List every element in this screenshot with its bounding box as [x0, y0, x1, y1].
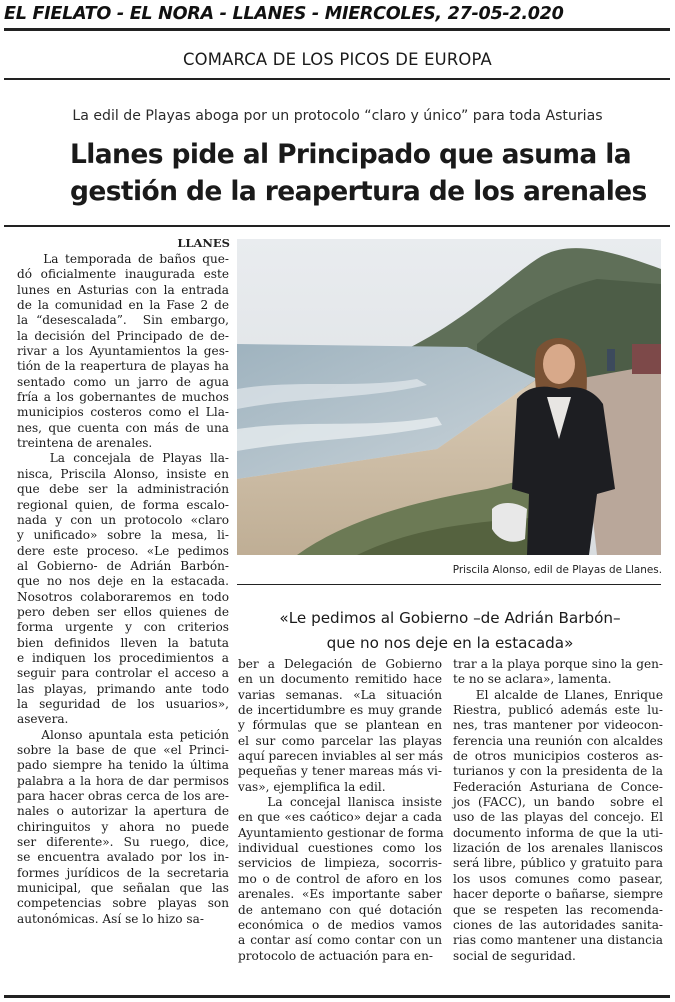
beach-photo-illustration — [237, 239, 661, 555]
column-line: los usos comunes como pasear, — [453, 871, 663, 886]
column-line: nes, que cuenta con más de una — [17, 420, 229, 435]
column-line: tión de la reapertura de playas ha — [17, 359, 229, 374]
column-line: asevera. — [17, 712, 69, 727]
headline-line-2: gestión de la reapertura de los arenales — [70, 176, 647, 207]
column-line: pado siempre ha tenido la última — [17, 758, 229, 773]
column-line: protocolo de actuación para en- — [238, 948, 433, 963]
column-line: palabra a la hora de dar permisos — [17, 773, 229, 788]
column-line: y unificado» sobre la mesa, li- — [17, 528, 229, 543]
photo-caption: Priscila Alonso, edil de Playas de Llanes. — [452, 564, 662, 576]
column-line: nada y con un protocolo «claro — [17, 512, 229, 527]
column-line: para hacer obras cerca de los are- — [17, 789, 229, 804]
headline-rule — [4, 225, 670, 227]
masthead-rule — [4, 28, 670, 31]
byline: LLANES — [177, 236, 230, 250]
column-line: a contar así como contar con un — [238, 933, 442, 948]
article-photo — [237, 239, 661, 555]
column-line: trar a la playa porque sino la gen- — [453, 657, 663, 671]
column-line: chiringuitos y ahora no puede — [17, 819, 229, 834]
column-line: que no nos deje en la estacada. — [17, 574, 229, 589]
pull-quote — [250, 606, 650, 656]
column-line: en un documento remitido hace — [238, 672, 442, 687]
column-line: Ayuntamiento gestionar de forma — [238, 825, 444, 840]
column-line: ciones de las autoridades sanita- — [453, 917, 663, 932]
column-line: de antemano con qué dotación — [238, 902, 442, 917]
column-line: nisca, Priscila Alonso, insiste en — [17, 466, 229, 481]
column-line: el sur como parcelar las playas — [238, 733, 442, 748]
column-line: forma urgente y con criterios — [17, 620, 229, 635]
article-column-3 — [453, 657, 663, 964]
column-line: vas», ejemplifica la edil. — [238, 779, 386, 794]
column-line: bien definidos lleven la batuta — [17, 635, 229, 650]
column-line: La temporada de baños que- — [17, 252, 229, 266]
column-line: en que «es caótico» dejar a cada — [238, 810, 442, 825]
column-line: Nosotros colaboraremos en todo — [17, 589, 229, 604]
masthead — [0, 4, 675, 28]
column-line: documento informa de que la uti- — [453, 825, 663, 840]
column-line: competencias sobre playas son — [17, 896, 229, 911]
column-line: arenales. «Es importante saber — [238, 887, 442, 902]
section-rule — [4, 78, 670, 80]
column-line: las playas, primando ante todo — [17, 681, 229, 696]
column-line: pequeñas y tener mareas más vi- — [238, 764, 442, 779]
headline-line-1: Llanes pide al Principado que asuma la — [70, 139, 632, 170]
article-column-1 — [17, 252, 229, 927]
column-line: de la comunidad en la Fase 2 de — [17, 298, 229, 313]
column-line: sobre la base de que «el Princi- — [17, 743, 229, 757]
column-line: la decisión del Principado de de- — [17, 328, 229, 343]
column-line: social de seguridad. — [453, 948, 576, 963]
column-line: individual cuestiones como los — [238, 841, 442, 856]
pull-quote-line-1: «Le pedimos al Gobierno –de Adrián Barbón– — [279, 609, 621, 627]
column-line: El alcalde de Llanes, Enrique — [453, 687, 663, 702]
column-line: varias semanas. «La situación — [238, 687, 442, 702]
column-line: uso de las playas del concejo. El — [453, 810, 663, 825]
column-line: rivar a los Ayuntamientos la ges- — [17, 344, 229, 359]
column-line: te no se aclara», lamenta. — [453, 672, 612, 687]
column-line: lización de los arenales llaniscos — [453, 841, 663, 856]
column-line: de otros municipios costeros as- — [453, 749, 663, 764]
article-headline — [70, 136, 647, 210]
section-title: COMARCA DE LOS PICOS DE EUROPA — [183, 50, 492, 69]
column-line: al Gobierno- de Adrián Barbón- — [17, 558, 229, 573]
column-line: formes jurídicos de la secretaria — [17, 865, 229, 880]
column-line: económica o de medios vamos — [238, 917, 442, 932]
column-line: pero deben ser ellos quienes de — [17, 604, 229, 619]
column-line: municipal, que señalan que las — [17, 881, 229, 896]
column-line: de incertidumbre es muy grande — [238, 703, 442, 718]
column-line: ferencia una reunión con alcaldes — [453, 733, 663, 748]
pull-quote-line-2: que no nos deje en la estacada» — [326, 634, 574, 652]
column-line: y fórmulas que se plantean en — [238, 718, 442, 733]
column-line: e indiquen los procedimientos a — [17, 650, 229, 665]
column-line: será libre, público y gratuito para — [453, 856, 663, 871]
column-line: aquí parecen inviables al ser más — [238, 749, 444, 764]
column-line: que se respeten las recomenda- — [453, 902, 663, 917]
column-line: Alonso apuntala esta petición — [17, 727, 229, 742]
column-line: dere este proceso. «Le pedimos — [17, 543, 229, 558]
column-line: nales o autorizar la apertura de — [17, 804, 229, 819]
column-line: La concejal llanisca insiste — [238, 795, 442, 810]
column-line: servicios de limpieza, socorris- — [238, 856, 442, 871]
caption-rule — [237, 584, 661, 585]
column-line: La concejala de Playas lla- — [17, 451, 229, 466]
column-line: la seguridad de los usuarios», — [17, 696, 229, 711]
column-line: sentado como un jarro de agua — [17, 374, 229, 389]
column-line: seguir para controlar el acceso a — [17, 666, 229, 681]
column-line: nes, tras mantener por videocon- — [453, 718, 663, 733]
column-line: lunes en Asturias con la entrada — [17, 282, 229, 297]
column-line: la “desescalada”. Sin embargo, — [17, 313, 229, 328]
column-line: hacer deporte o bañarse, siempre — [453, 887, 663, 902]
column-line: que debe ser la administración — [17, 482, 229, 497]
column-line: turianos y con la presidenta de la — [453, 764, 663, 779]
column-line: fría a los gobernantes de muchos — [17, 390, 229, 405]
column-line: treintena de arenales. — [17, 436, 153, 451]
column-line: municipios costeros como el Lla- — [17, 405, 229, 420]
column-line: se encuentra avalado por los in- — [17, 850, 229, 865]
column-line: jos (FACC), un bando sobre el — [453, 795, 663, 810]
column-line: ber a Delegación de Gobierno — [238, 657, 442, 671]
column-line: regional quien, de forma escalo- — [17, 497, 229, 512]
column-line: mo o de control de aforo en los — [238, 871, 442, 886]
column-line: ser diferente». Su ruego, dice, — [17, 835, 229, 850]
masthead-title: EL FIELATO - EL NORA - LLANES - MIERCOLES, 27-05-2.020 — [4, 4, 564, 24]
column-line: autonómicas. Así se lo hizo sa- — [17, 911, 204, 926]
article-kicker: La edil de Playas aboga por un protocolo “claro y único” para toda Asturias — [72, 108, 603, 124]
column-line: rias como mantener una distancia — [453, 933, 663, 948]
column-line: Federación Asturiana de Conce- — [453, 779, 663, 794]
column-line: dó oficialmente inaugurada este — [17, 267, 229, 282]
bottom-rule — [4, 995, 670, 998]
article-column-2 — [238, 657, 442, 964]
column-line: Riestra, publicó además este lu- — [453, 703, 663, 718]
